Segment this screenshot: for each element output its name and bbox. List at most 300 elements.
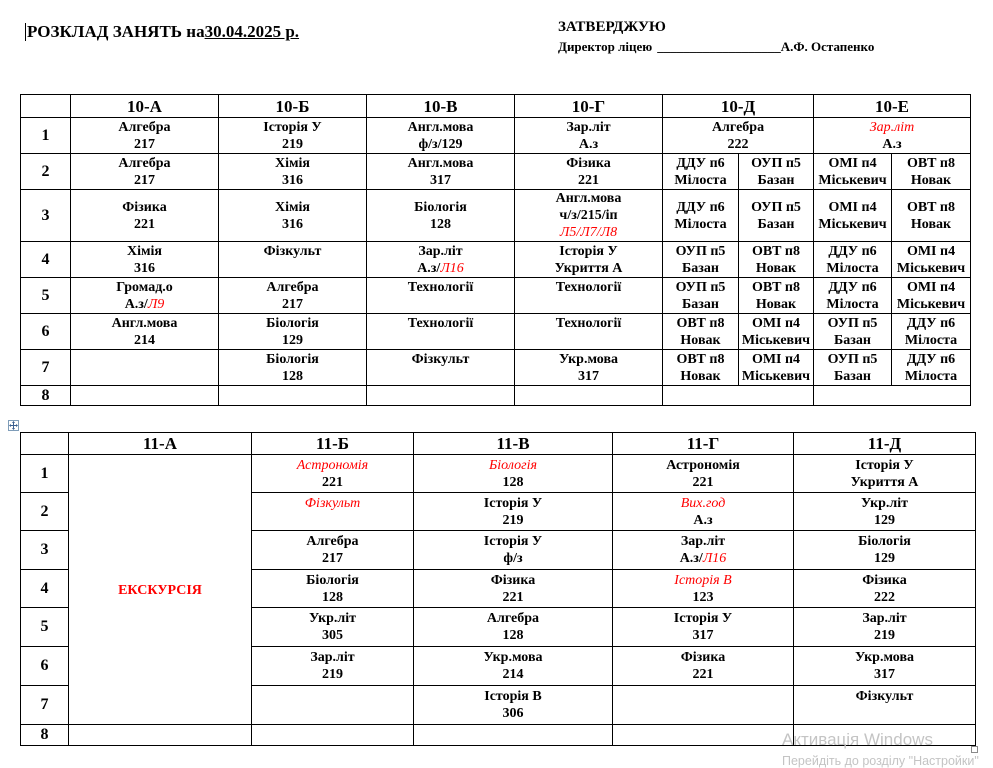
lesson-cell[interactable] xyxy=(892,350,971,386)
lesson-text-highlighted: Вих.год xyxy=(680,495,726,511)
lesson-entry xyxy=(739,351,813,385)
lesson-detail xyxy=(414,550,612,567)
lesson-text: Мілоста xyxy=(826,260,879,276)
lesson-text: Зар.літ xyxy=(680,534,726,549)
lesson-text: 214 xyxy=(134,332,155,348)
lesson-entry xyxy=(515,155,662,189)
lesson-text: ОВТ п8 xyxy=(676,315,725,331)
timetable-grade-10 xyxy=(20,94,971,406)
lesson-cell[interactable] xyxy=(613,608,794,647)
lesson-cell[interactable] xyxy=(414,493,613,531)
lesson-text: ОМІ п4 xyxy=(828,155,877,171)
lesson-entry xyxy=(252,495,413,529)
lesson-subject xyxy=(663,119,813,136)
lesson-cell[interactable] xyxy=(663,154,739,190)
lesson-cell[interactable] xyxy=(414,608,613,647)
lesson-text: Англ.мова xyxy=(555,191,622,206)
lesson-cell[interactable] xyxy=(613,725,794,746)
lesson-text: Історія У xyxy=(263,119,322,135)
lesson-text: Укр.мова xyxy=(558,351,619,367)
lesson-subject xyxy=(613,649,793,666)
lesson-entry xyxy=(219,315,366,349)
lesson-cell[interactable] xyxy=(663,314,739,350)
lesson-subject xyxy=(252,572,413,589)
lesson-entry xyxy=(219,279,366,313)
lesson-cell[interactable] xyxy=(814,350,892,386)
lesson-row xyxy=(21,154,971,190)
lesson-cell[interactable] xyxy=(367,190,515,242)
lesson-text: Мілоста xyxy=(826,296,879,312)
lesson-cell[interactable] xyxy=(739,314,814,350)
lesson-text: ОВТ п8 xyxy=(907,155,955,171)
lesson-entry xyxy=(613,649,793,683)
lesson-text: Мілоста xyxy=(674,216,727,232)
lesson-detail xyxy=(219,332,366,349)
lesson-cell[interactable] xyxy=(739,278,814,314)
lesson-text: 219 xyxy=(282,136,303,152)
lesson-text-highlighted: Зар.літ xyxy=(869,119,915,135)
lesson-cell[interactable] xyxy=(219,314,367,350)
lesson-subject xyxy=(515,279,662,296)
lesson-detail xyxy=(814,260,891,277)
lesson-number: 4 xyxy=(21,242,71,278)
lesson-subject xyxy=(414,457,612,474)
lesson-cell[interactable] xyxy=(367,278,515,314)
lesson-cell[interactable] xyxy=(613,493,794,531)
lesson-cell[interactable] xyxy=(414,531,613,570)
lesson-cell[interactable] xyxy=(515,118,663,154)
lesson-cell[interactable] xyxy=(814,242,892,278)
lesson-subject xyxy=(219,351,366,368)
lesson-cell[interactable] xyxy=(739,190,814,242)
class-header[interactable]: 10-Д xyxy=(663,95,814,118)
lesson-cell[interactable] xyxy=(515,242,663,278)
lesson-entry xyxy=(414,533,612,567)
lesson-text: ОМІ п4 xyxy=(906,279,956,295)
lesson-cell[interactable] xyxy=(219,350,367,386)
lesson-subject xyxy=(794,688,975,705)
lesson-subject xyxy=(892,315,970,332)
lesson-text: Алгебра xyxy=(118,155,171,171)
lesson-cell[interactable] xyxy=(794,570,976,608)
lesson-detail xyxy=(414,589,612,606)
lesson-cell[interactable] xyxy=(71,278,219,314)
lesson-cell[interactable] xyxy=(414,725,613,746)
lesson-text: 129 xyxy=(874,551,895,566)
lesson-detail xyxy=(892,296,970,313)
lesson-subject xyxy=(794,533,975,550)
lesson-entry xyxy=(414,610,612,644)
lesson-text: Фізика xyxy=(566,155,611,171)
lesson-entry xyxy=(814,119,970,153)
lesson-cell[interactable] xyxy=(515,386,663,406)
lesson-subject xyxy=(219,279,366,296)
lesson-number: 6 xyxy=(21,314,71,350)
lesson-text: Мілоста xyxy=(674,172,727,188)
lesson-cell[interactable] xyxy=(892,190,971,242)
lesson-subject xyxy=(892,155,970,172)
lesson-detail xyxy=(892,216,970,233)
timetable-grade-11 xyxy=(20,432,976,746)
lesson-text: 128 xyxy=(502,474,524,490)
lesson-cell[interactable] xyxy=(252,608,414,647)
lesson-subject xyxy=(814,279,891,296)
lesson-cell[interactable] xyxy=(794,686,976,725)
lesson-cell[interactable] xyxy=(252,493,414,531)
lesson-entry xyxy=(515,279,662,313)
lesson-text-highlighted: Біологія xyxy=(489,457,537,473)
class-header[interactable]: 11-Б xyxy=(252,433,414,455)
lesson-cell[interactable] xyxy=(71,190,219,242)
lesson-entry xyxy=(739,155,813,189)
class-header[interactable]: 11-Д xyxy=(794,433,976,455)
lesson-subject xyxy=(892,351,970,368)
lesson-cell[interactable] xyxy=(252,455,414,493)
lesson-cell[interactable] xyxy=(252,686,414,725)
lesson-cell[interactable] xyxy=(367,154,515,190)
lesson-cell[interactable] xyxy=(515,154,663,190)
lesson-subject xyxy=(414,610,612,627)
lesson-number: 8 xyxy=(21,386,71,406)
lesson-cell[interactable] xyxy=(219,154,367,190)
lesson-text: Історія У xyxy=(855,457,914,473)
lesson-cell[interactable] xyxy=(613,570,794,608)
lesson-detail xyxy=(515,224,662,241)
lesson-cell[interactable] xyxy=(794,493,976,531)
class-header[interactable]: 10-В xyxy=(367,95,515,118)
lesson-cell[interactable] xyxy=(794,455,976,493)
lesson-cell[interactable] xyxy=(663,190,739,242)
lesson-text: Фізкульт xyxy=(411,351,470,367)
lesson-text: 222 xyxy=(874,589,895,605)
lesson-cell[interactable] xyxy=(219,118,367,154)
lesson-text: Новак xyxy=(755,260,797,276)
lesson-number: 4 xyxy=(21,570,69,608)
lesson-cell[interactable] xyxy=(219,386,367,406)
lesson-text: 219 xyxy=(502,512,524,528)
lesson-text: А.з xyxy=(882,136,902,152)
lesson-subject xyxy=(892,279,970,296)
title-text: РОЗКЛАД ЗАНЯТЬ на xyxy=(27,22,205,41)
lesson-text: 317 xyxy=(578,368,599,384)
lesson-subject xyxy=(794,457,975,474)
lesson-subject xyxy=(219,243,366,260)
lesson-text: 221 xyxy=(134,216,155,232)
class-header[interactable]: 10-Е xyxy=(814,95,971,118)
lesson-text: ОВТ п8 xyxy=(752,243,800,259)
lesson-entry xyxy=(892,199,970,233)
lesson-entry xyxy=(794,457,975,491)
lesson-text: 316 xyxy=(282,172,303,188)
lesson-entry xyxy=(663,243,738,277)
lesson-cell[interactable] xyxy=(814,386,971,406)
lesson-subject xyxy=(613,533,793,550)
lesson-detail xyxy=(219,296,366,313)
lesson-cell[interactable] xyxy=(814,118,971,154)
lesson-detail xyxy=(71,260,218,277)
lesson-cell[interactable] xyxy=(219,278,367,314)
lesson-cell[interactable] xyxy=(613,455,794,493)
lesson-cell[interactable] xyxy=(414,455,613,493)
lesson-subject xyxy=(219,315,366,332)
lesson-entry xyxy=(367,199,514,233)
lesson-entry xyxy=(663,315,738,349)
lesson-text: Біологія xyxy=(858,534,911,549)
excursion-cell[interactable] xyxy=(69,455,252,725)
lesson-entry xyxy=(814,279,891,313)
lesson-entry xyxy=(663,119,813,153)
lesson-cell[interactable] xyxy=(515,314,663,350)
lesson-number: 5 xyxy=(21,278,71,314)
lesson-cell[interactable] xyxy=(663,350,739,386)
lesson-cell[interactable] xyxy=(252,725,414,746)
lesson-text: 217 xyxy=(134,136,155,152)
corner-cell[interactable] xyxy=(21,95,71,118)
lesson-subject xyxy=(367,315,514,332)
lesson-cell[interactable] xyxy=(515,190,663,242)
lesson-text-highlighted: Фізкульт xyxy=(304,495,361,511)
lesson-text: ОМІ п4 xyxy=(751,315,801,331)
lesson-cell[interactable] xyxy=(814,314,892,350)
lesson-entry xyxy=(252,610,413,644)
lesson-cell[interactable] xyxy=(663,278,739,314)
lesson-text: Хімія xyxy=(127,243,162,259)
lesson-detail xyxy=(663,136,813,153)
lesson-detail xyxy=(515,172,662,189)
table-move-handle-icon[interactable] xyxy=(8,420,19,431)
lesson-cell[interactable] xyxy=(814,154,892,190)
lesson-text: 219 xyxy=(874,628,895,643)
lesson-subject xyxy=(794,572,975,589)
lesson-text: ОВТ п8 xyxy=(676,351,725,367)
lesson-text: 306 xyxy=(502,706,524,721)
lesson-detail xyxy=(414,705,612,722)
lesson-cell[interactable] xyxy=(663,386,814,406)
lesson-text: 128 xyxy=(502,628,524,643)
lesson-text: Біологія xyxy=(266,315,319,331)
lesson-cell[interactable] xyxy=(219,190,367,242)
excursion-label: ЕКСКУРСІЯ xyxy=(118,582,202,598)
class-header[interactable]: 10-Г xyxy=(515,95,663,118)
lesson-cell[interactable] xyxy=(367,242,515,278)
lesson-text: 128 xyxy=(282,368,303,384)
lesson-detail xyxy=(613,474,793,491)
lesson-subject xyxy=(252,649,413,666)
lesson-cell[interactable] xyxy=(252,531,414,570)
lesson-subject xyxy=(739,351,813,368)
lesson-detail xyxy=(663,296,738,313)
class-header[interactable]: 10-А xyxy=(71,95,219,118)
class-header[interactable]: 11-В xyxy=(414,433,613,455)
lesson-cell[interactable] xyxy=(892,314,971,350)
lesson-detail xyxy=(794,589,975,606)
lesson-text: 214 xyxy=(502,667,524,682)
lesson-detail xyxy=(367,136,514,153)
lesson-subject xyxy=(71,315,218,332)
lesson-subject xyxy=(414,572,612,589)
lesson-entry xyxy=(252,572,413,606)
lesson-entry xyxy=(71,279,218,313)
lesson-detail xyxy=(892,368,970,385)
corner-cell[interactable] xyxy=(21,433,69,455)
lesson-text-highlighted: Л9 xyxy=(147,296,165,312)
lesson-subject xyxy=(71,119,218,136)
lesson-entry xyxy=(367,315,514,349)
lesson-cell[interactable] xyxy=(71,386,219,406)
lesson-entry xyxy=(814,199,891,233)
lesson-cell[interactable] xyxy=(252,570,414,608)
lesson-text: ДДУ п6 xyxy=(828,243,877,259)
lesson-detail xyxy=(794,550,975,567)
lesson-entry xyxy=(414,688,612,722)
lesson-text: ОУП п5 xyxy=(675,279,726,295)
lesson-entry xyxy=(814,351,891,385)
lesson-cell[interactable] xyxy=(71,154,219,190)
lesson-cell[interactable] xyxy=(515,278,663,314)
lesson-entry xyxy=(613,610,793,644)
lesson-entry xyxy=(219,243,366,277)
lesson-text: Мілоста xyxy=(904,332,958,348)
lesson-detail xyxy=(814,332,891,349)
lesson-cell[interactable] xyxy=(71,314,219,350)
lesson-subject xyxy=(814,119,970,136)
lesson-text: Укр.літ xyxy=(860,495,909,511)
lesson-cell[interactable] xyxy=(739,154,814,190)
lesson-entry xyxy=(367,279,514,313)
lesson-cell[interactable] xyxy=(71,118,219,154)
lesson-detail xyxy=(71,216,218,233)
lesson-subject xyxy=(663,155,738,172)
lesson-cell[interactable] xyxy=(515,350,663,386)
lesson-cell[interactable] xyxy=(613,686,794,725)
lesson-entry xyxy=(219,119,366,153)
lesson-subject xyxy=(663,279,738,296)
lesson-subject xyxy=(252,457,413,474)
lesson-subject xyxy=(252,495,413,512)
lesson-cell[interactable] xyxy=(892,278,971,314)
lesson-subject xyxy=(794,610,975,627)
lesson-text: ОУП п5 xyxy=(675,243,726,259)
lesson-text-highlighted: Л5/Л7/Л8 xyxy=(559,225,618,240)
lesson-cell[interactable] xyxy=(71,350,219,386)
lesson-cell[interactable] xyxy=(794,531,976,570)
lesson-subject xyxy=(367,119,514,136)
lesson-row xyxy=(21,242,971,278)
lesson-text: Базан xyxy=(682,260,719,276)
class-header[interactable]: 11-А xyxy=(69,433,252,455)
lesson-number: 1 xyxy=(21,118,71,154)
lesson-text: Технології xyxy=(407,315,474,331)
lesson-text-highlighted: Астрономія xyxy=(296,457,369,473)
lesson-entry xyxy=(794,495,975,529)
lesson-text: А.з/ xyxy=(124,296,148,312)
lesson-text: А.з/ xyxy=(417,260,441,276)
lesson-subject xyxy=(739,315,813,332)
lesson-text: Новак xyxy=(680,332,721,348)
lesson-detail xyxy=(663,172,738,189)
class-header[interactable]: 11-Г xyxy=(613,433,794,455)
lesson-cell[interactable] xyxy=(663,118,814,154)
lesson-subject xyxy=(515,190,662,207)
lesson-detail xyxy=(252,589,413,606)
lesson-cell[interactable] xyxy=(414,647,613,686)
lesson-detail xyxy=(739,260,813,277)
class-header[interactable]: 10-Б xyxy=(219,95,367,118)
lesson-cell[interactable] xyxy=(367,118,515,154)
lesson-text-highlighted: Історія В xyxy=(674,572,732,588)
lesson-text: Технології xyxy=(555,315,622,331)
lesson-detail xyxy=(739,368,813,385)
lesson-cell[interactable] xyxy=(71,242,219,278)
lesson-row xyxy=(21,278,971,314)
lesson-cell[interactable] xyxy=(892,242,971,278)
lesson-text: Біологія xyxy=(414,199,467,215)
lesson-subject xyxy=(414,688,612,705)
lesson-number: 2 xyxy=(21,154,71,190)
lesson-cell[interactable] xyxy=(252,647,414,686)
lesson-subject xyxy=(367,199,514,216)
lesson-cell[interactable] xyxy=(367,386,515,406)
lesson-cell[interactable] xyxy=(892,154,971,190)
lesson-entry xyxy=(663,199,738,233)
lesson-text: 222 xyxy=(727,136,749,152)
signature-blank: ___________________ xyxy=(657,39,781,54)
lesson-subject xyxy=(739,279,813,296)
lesson-subject xyxy=(367,243,514,260)
lesson-cell[interactable] xyxy=(613,531,794,570)
lesson-text: Міськевич xyxy=(818,216,887,232)
lesson-cell[interactable] xyxy=(739,242,814,278)
lesson-cell[interactable] xyxy=(663,242,739,278)
lesson-entry xyxy=(515,315,662,349)
lesson-cell[interactable] xyxy=(219,242,367,278)
lesson-subject xyxy=(739,155,813,172)
lesson-cell[interactable] xyxy=(367,314,515,350)
lesson-cell[interactable] xyxy=(414,686,613,725)
lesson-detail xyxy=(414,666,612,683)
lesson-cell[interactable] xyxy=(794,608,976,647)
approval-heading: ЗАТВЕРДЖУЮ xyxy=(558,19,666,35)
lesson-cell[interactable] xyxy=(739,350,814,386)
lesson-detail xyxy=(663,260,738,277)
lesson-text: Базан xyxy=(834,368,871,384)
lesson-text: Зар.літ xyxy=(566,119,611,135)
lesson-text: Міськевич xyxy=(741,332,811,348)
lesson-row xyxy=(21,350,971,386)
lesson-text: Зар.літ xyxy=(418,243,463,259)
lesson-entry xyxy=(739,315,813,349)
lesson-text: Біологія xyxy=(306,572,359,588)
lesson-cell[interactable] xyxy=(814,278,892,314)
lesson-detail xyxy=(814,368,891,385)
lesson-subject xyxy=(892,199,970,216)
lesson-row xyxy=(21,386,971,406)
lesson-text: ДДУ п6 xyxy=(906,351,956,367)
table-resize-handle[interactable] xyxy=(971,746,978,753)
lesson-text: Алгебра xyxy=(266,279,319,295)
lesson-entry xyxy=(414,457,612,491)
lesson-entry xyxy=(814,315,891,349)
lesson-cell[interactable] xyxy=(794,647,976,686)
lesson-cell[interactable] xyxy=(414,570,613,608)
lesson-entry xyxy=(892,279,970,313)
lesson-cell[interactable] xyxy=(69,725,252,746)
lesson-cell[interactable] xyxy=(367,350,515,386)
lesson-cell[interactable] xyxy=(613,647,794,686)
lesson-text: ОВТ п8 xyxy=(752,279,800,295)
lesson-cell[interactable] xyxy=(814,190,892,242)
lesson-entry xyxy=(71,119,218,153)
